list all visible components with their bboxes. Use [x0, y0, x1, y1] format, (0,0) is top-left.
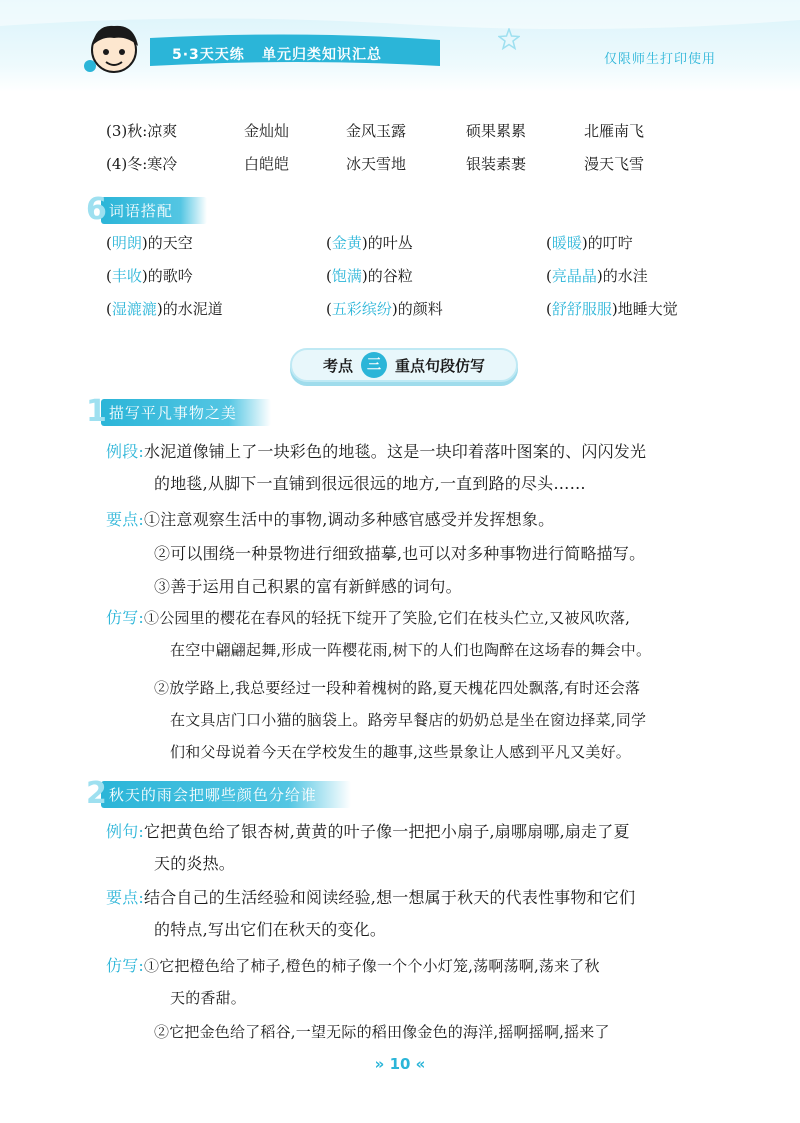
season-word: 硕果累累 — [466, 122, 527, 140]
pair-answer: 湿漉漉 — [111, 300, 157, 318]
pair-rest: 的颜料 — [397, 300, 443, 318]
season-row-winter — [106, 153, 706, 175]
pair-answer: 丰收 — [111, 267, 142, 285]
section-number: 1 — [86, 394, 107, 429]
pair-item: (金黄)的叶丛 — [326, 234, 413, 252]
points-line — [106, 508, 554, 532]
example-text: 它把黄色给了银杏树,黄黄的叶子像一把把小扇子,扇哪扇哪,扇走了夏 — [144, 822, 630, 841]
season-word: 金灿灿 — [244, 122, 290, 140]
kaodian-heading — [290, 348, 518, 382]
kaodian-title: 重点句段仿写 — [395, 356, 486, 375]
pair-rest: 的歌吟 — [147, 267, 193, 285]
example-label: 例段: — [106, 442, 144, 461]
points-label: 要点: — [106, 888, 144, 907]
pair-rest: 的水洼 — [602, 267, 648, 285]
pair-item: (明朗)的天空 — [106, 234, 193, 252]
pair-answer: 明朗 — [111, 234, 142, 252]
kaodian-number: 三 — [361, 352, 387, 378]
pair-answer: 金黄 — [331, 234, 362, 252]
imitate-line: ②放学路上,我总要经过一段种着槐树的路,夏天槐花四处飘落,有时还会落 — [154, 679, 641, 697]
pair-rest: 的叮咛 — [587, 234, 633, 252]
pair-answer: 舒舒服服 — [551, 300, 612, 318]
imitate-label: 仿写: — [106, 608, 144, 627]
header-title: 单元归类知识汇总 — [262, 47, 382, 63]
part-1-banner — [86, 394, 271, 429]
mascot-boy-icon — [82, 16, 146, 80]
pair-row — [106, 265, 726, 287]
imitate-line — [106, 954, 600, 978]
season-label: (4)冬:寒冷 — [106, 155, 178, 173]
pair-item: (舒舒服服)地睡大觉 — [546, 300, 678, 318]
season-word: 银装素裹 — [466, 155, 527, 173]
pair-answer: 五彩缤纷 — [331, 300, 392, 318]
section-number: 6 — [86, 192, 107, 227]
pair-answer: 饱满 — [331, 267, 362, 285]
header-print-note: 仅限师生打印使用 — [603, 52, 716, 67]
page-number-chevron-left-icon: » — [374, 1055, 385, 1073]
season-word: 漫天飞雪 — [584, 155, 645, 173]
section-title: 秋天的雨会把哪些颜色分给谁 — [101, 781, 351, 808]
pair-rest: 的天空 — [147, 234, 193, 252]
section-title: 描写平凡事物之美 — [101, 399, 271, 426]
pair-rest: 的谷粒 — [367, 267, 413, 285]
points-line: ③善于运用自己积累的富有新鲜感的词句。 — [154, 577, 462, 596]
example-text: 水泥道像铺上了一块彩色的地毯。这是一块印着落叶图案的、闪闪发光 — [144, 442, 647, 461]
season-word: 白皑皑 — [244, 155, 290, 173]
pair-item: (亮晶晶)的水洼 — [546, 267, 648, 285]
page-number-chevron-right-icon: « — [415, 1055, 426, 1073]
pair-item: (湿漉漉)的水泥道 — [106, 300, 223, 318]
pair-item: (五彩缤纷)的颜料 — [326, 300, 443, 318]
points-label: 要点: — [106, 510, 144, 529]
season-word: 冰天雪地 — [346, 155, 407, 173]
points-line: ②可以围绕一种景物进行细致描摹,也可以对多种事物进行简略描写。 — [154, 544, 646, 563]
imitate-line — [106, 606, 630, 630]
season-row-autumn — [106, 120, 706, 142]
star-icon — [498, 28, 520, 50]
pair-row — [106, 232, 726, 254]
page-number-value: 10 — [389, 1055, 411, 1073]
season-word: 北雁南飞 — [584, 122, 645, 140]
pair-rest: 的水泥道 — [162, 300, 223, 318]
points-line: 的特点,写出它们在秋天的变化。 — [154, 920, 387, 939]
pair-item: (暖暖)的叮咛 — [546, 234, 633, 252]
example-line: 的地毯,从脚下一直铺到很远很远的地方,一直到路的尽头…… — [154, 474, 586, 493]
imitate-line: 在空中翩翩起舞,形成一阵樱花雨,树下的人们也陶醉在这场春的舞会中。 — [170, 641, 652, 659]
kaodian-label: 考点 — [322, 356, 353, 375]
section-title: 词语搭配 — [101, 197, 207, 224]
points-text: ①注意观察生活中的事物,调动多种感官感受并发挥想象。 — [144, 510, 555, 529]
pair-item: (饱满)的谷粒 — [326, 267, 413, 285]
header-series: 5·3天天练 — [172, 47, 245, 63]
imitate-text: ①公园里的樱花在春风的轻抚下绽开了笑脸,它们在枝头伫立,又被风吹落, — [144, 609, 631, 627]
season-word: 金风玉露 — [346, 122, 407, 140]
example-line — [106, 820, 630, 844]
example-line: 天的炎热。 — [154, 854, 236, 873]
imitate-line: ②它把金色给了稻谷,一望无际的稻田像金色的海洋,摇啊摇啊,摇来了 — [154, 1023, 610, 1041]
part-2-banner — [86, 776, 351, 811]
section-6-banner — [86, 192, 207, 227]
imitate-line: 在文具店门口小猫的脑袋上。路旁早餐店的奶奶总是坐在窗边择菜,同学 — [170, 711, 647, 729]
points-text: 结合自己的生活经验和阅读经验,想一想属于秋天的代表性事物和它们 — [144, 888, 636, 907]
section-number: 2 — [86, 776, 107, 811]
pair-answer: 暖暖 — [551, 234, 582, 252]
pair-row — [106, 298, 726, 320]
pair-answer: 亮晶晶 — [551, 267, 597, 285]
points-line — [106, 886, 635, 910]
page-number — [0, 1055, 800, 1073]
imitate-label: 仿写: — [106, 956, 144, 975]
example-line — [106, 440, 646, 464]
imitate-line: 们和父母说着今天在学校发生的趣事,这些景象让人感到平凡又美好。 — [170, 743, 631, 761]
season-label: (3)秋:凉爽 — [106, 122, 178, 140]
imitate-text: ①它把橙色给了柿子,橙色的柿子像一个个小灯笼,荡啊荡啊,荡来了秋 — [144, 957, 600, 975]
example-label: 例句: — [106, 822, 144, 841]
page-header — [0, 0, 800, 92]
imitate-line: 天的香甜。 — [170, 989, 247, 1007]
pair-item: (丰收)的歌吟 — [106, 267, 193, 285]
pair-rest: 的叶丛 — [367, 234, 413, 252]
pair-rest: 地睡大觉 — [617, 300, 678, 318]
